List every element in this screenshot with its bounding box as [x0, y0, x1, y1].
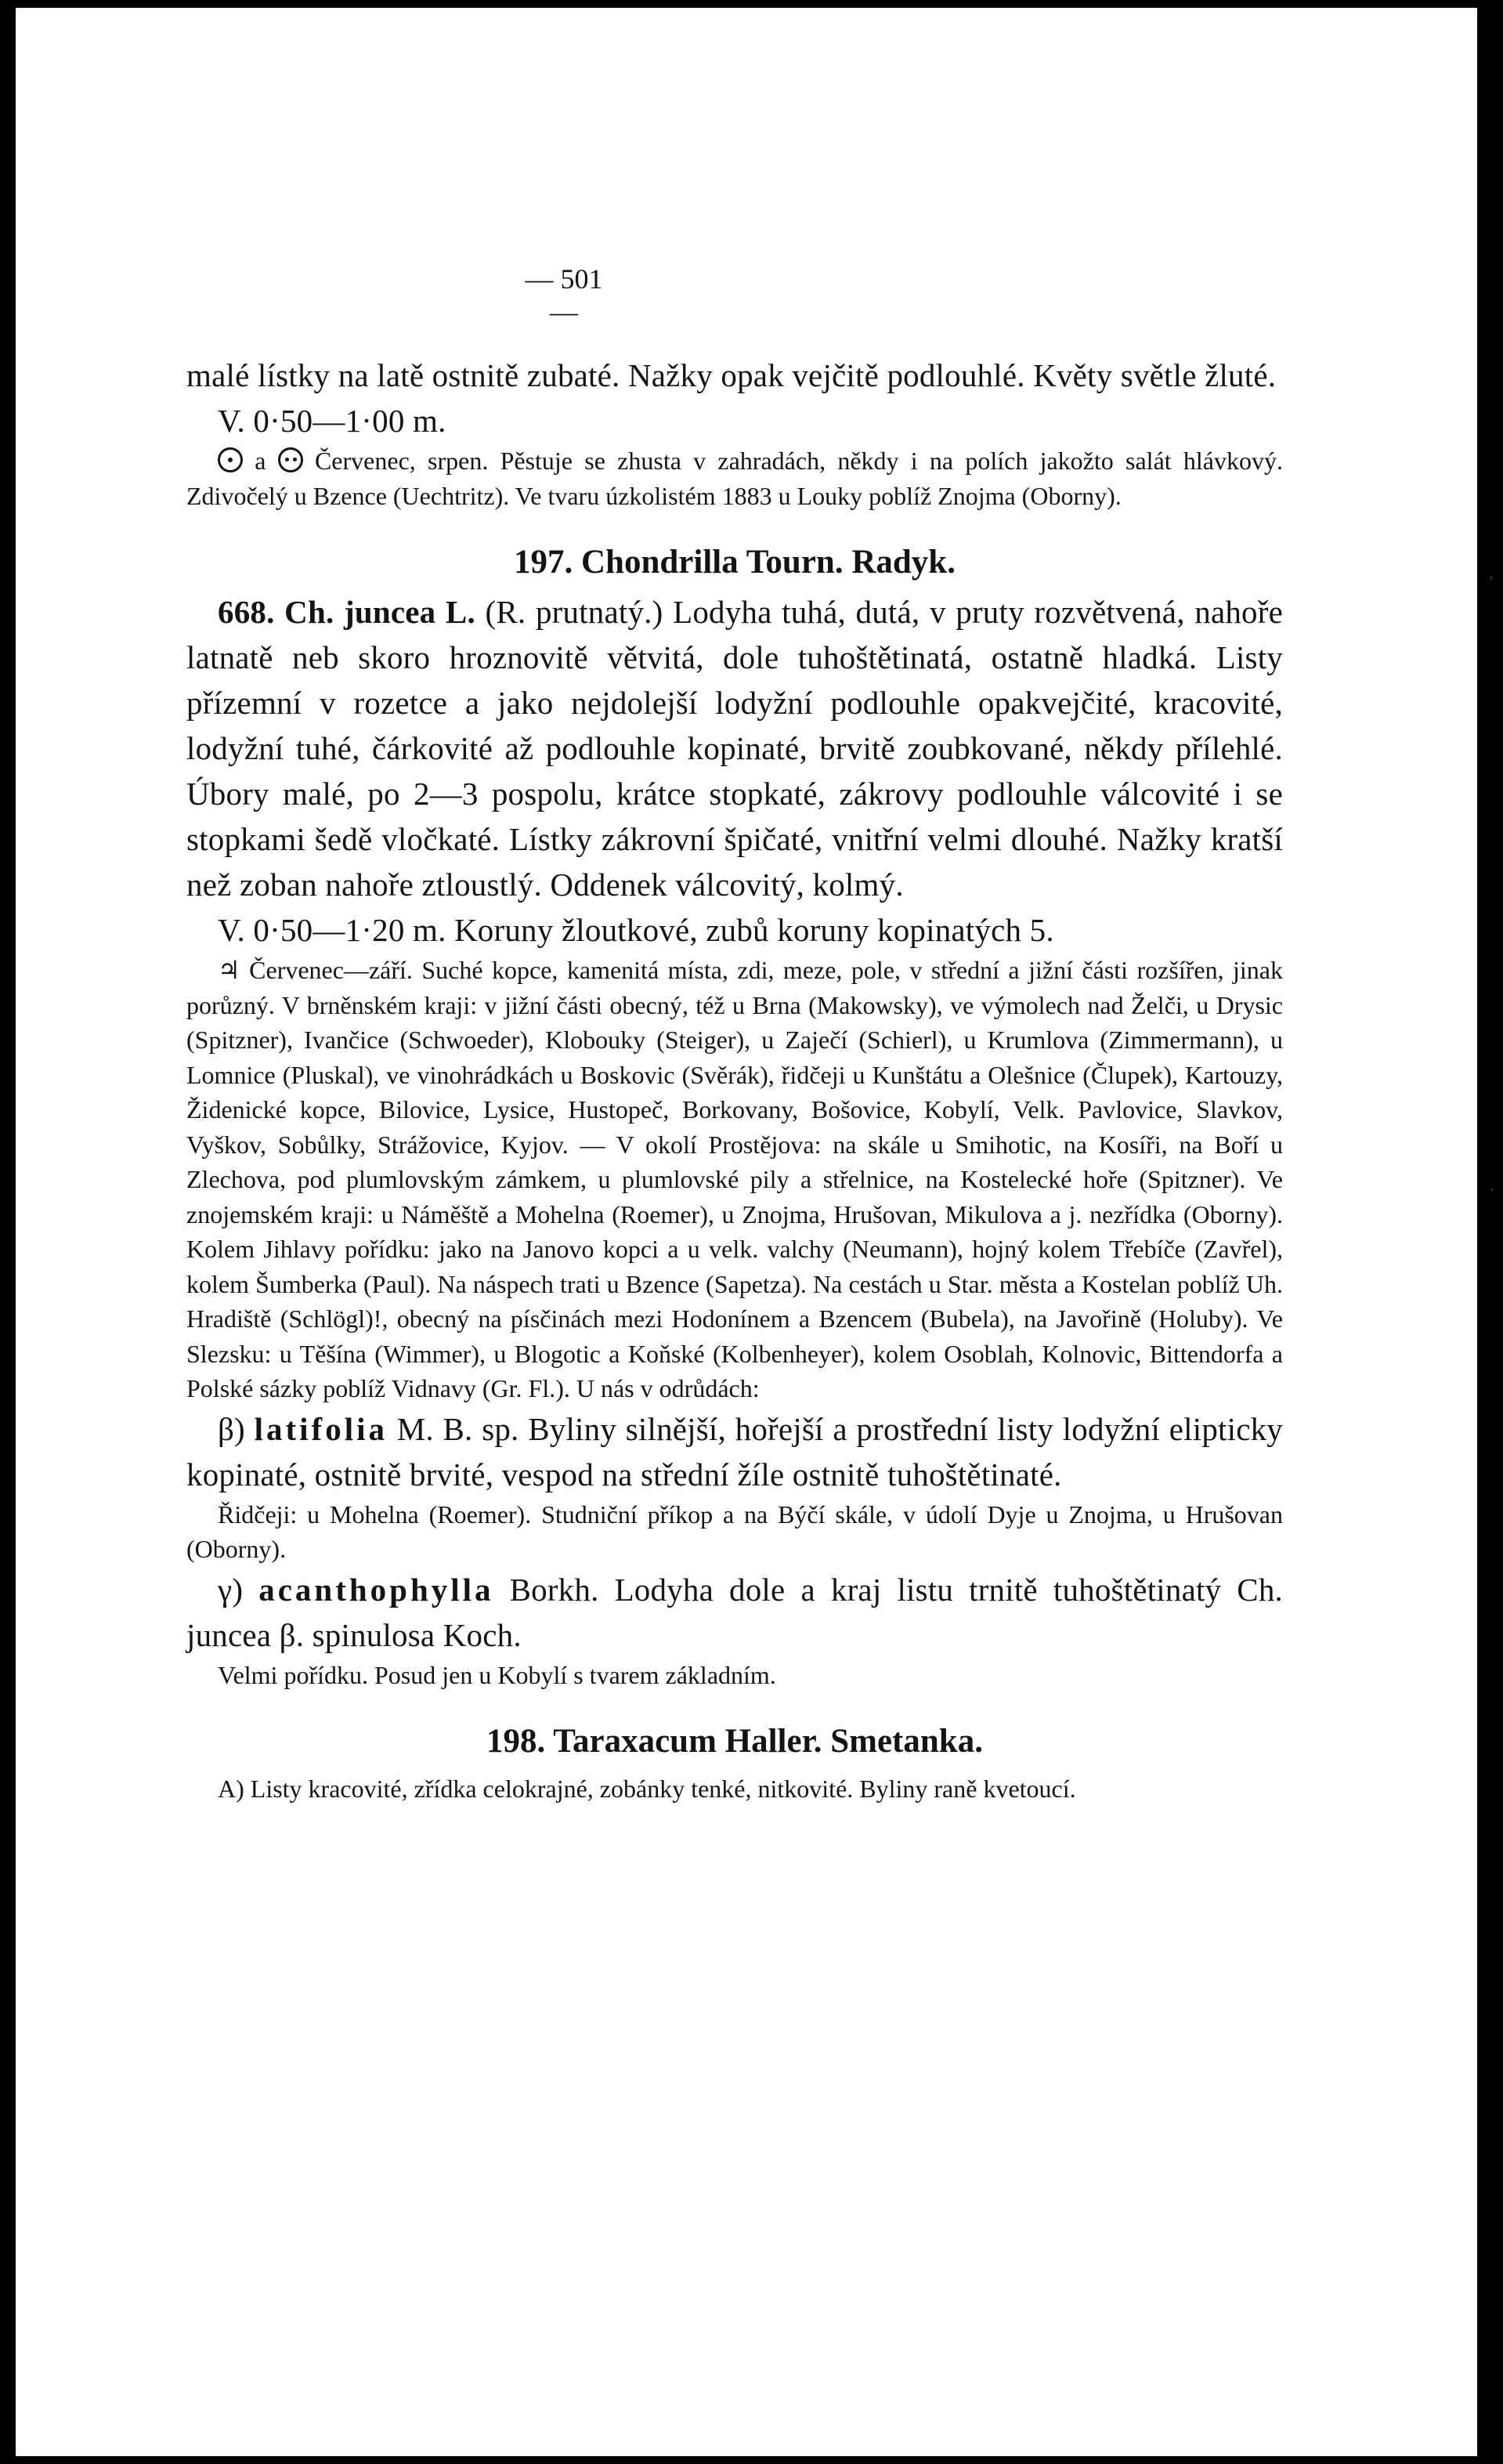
edge-mark-top: ': [1490, 572, 1493, 592]
page-number: — 501 —: [517, 262, 611, 328]
intro-size: V. 0·50—1·00 m.: [218, 403, 446, 439]
intro-paragraph: malé lístky na latě ostnitě zubaté. Nažky opak vejčitě podlouhlé. Květy světle žluté.: [186, 357, 1277, 393]
biennial-plant-icon: [278, 447, 303, 472]
genus-198-heading: 198. Taraxacum Haller. Smetanka.: [486, 1723, 983, 1760]
species-668-notes-text: Červenec—září. Suché kopce, kamenitá místa, zdi, meze, pole, v střední a jižní části rozšířen, jinak porůzný. V brněnském kraji: v jižní části obecný, též u Brna (Makowsky), ve výmolech nad Želči, u Drysic (Spitzner), Ivančice (Schwoeder), Klobouky (Steiger), u Zaječí (Schierl), u Krumlova (Zimmermann), u Lomnice (Pluskal), ve vinohrádkách u Boskovic (Svěrák), řidčeji u Kunštátu a Olešnice (Člupek), Kartouzy, Židenické kopce, Bilovice, Lysice, Hustopeč, Borkovany, Bošovice, Kobylí, Velk. Pavlovice, Slavkov, Vyškov, Sobůlky, Strážovice, Kyjov. — V okolí Prostějova: na skále u Smihotic, na Kosíři, na Boří u Zlechova, pod plumlovským zámkem, u plumlovské pily a střelnice, na Kostelecké hoře (Spitzner). Ve znojemském kraji: u Náměště a Mohelna (Roemer), u Znojma, Hrušovan, Mikulova a j. nezřídka (Oborny). Kolem Jihlavy pořídku: jako na Janovo kopci a u velk. valchy (Neumann), hojný kolem Třebíče (Zavřel), kolem Šumberka (Paul). Na náspech trati u Bzence (Sapetza). Na cestách u Star. města a Kostelan poblíž Uh. Hradiště (Schlögl)!, obecný na písčinách mezi Hodonínem a Bzencem (Bubela), na Javořině (Holuby). Ve Slezsku: u Těšína (Wimmer), u Blogotic a Koňské (Kolbenheyer), kolem Osoblah, Kolnovic, Bittendorfa a Polské sázky poblíž Vidnavy (Gr. Fl.). U nás v odrůdách:: [186, 956, 1284, 1402]
species-668-text: (R. prutnatý.) Lodyha tuhá, dutá, v pruty rozvětvená, nahoře latnatě neb skoro hroznovitě větvitá, dole tuhoštětinatá, ostatně hladká. Listy přízemní v rozetce a jako nejdolejší lodyžní podlouhle opakvejčité, kracovité, lodyžní tuhé, čárkovité až podlouhle kopinaté, brvitě zoubkované, někdy přílehlé. Úbory malé, po 2—3 pospolu, krátce stopkaté, zákrovy podlouhle válcovité i se stopkami šedě vločkaté. Lístky zákrovní špičaté, vnitřní velmi dlouhé. Nažky kratší než zoban nahoře ztloustlý. Oddenek válcovitý, kolmý.: [186, 594, 1283, 903]
genus-197-heading: 197. Chondrilla Tourn. Radyk.: [514, 544, 956, 581]
variety-gamma-notes: Velmi pořídku. Posud jen u Kobylí s tvarem základním.: [218, 1660, 776, 1689]
species-668-description: [186, 589, 1283, 907]
intro-notes-conjunction: a: [255, 447, 266, 475]
variety-beta-text: Byliny silnější, hořejší a prostřední listy lodyžní elipticky kopinaté, ostnitě brvité, vespod na střední žíle ostnitě tuhoštětinaté.: [186, 1410, 1284, 1493]
variety-gamma-text: Lodyha dole a kraj listu trnitě tuhoštětinatý Ch. juncea β. spinulosa Koch.: [186, 1571, 1283, 1653]
annual-plant-icon: [218, 447, 243, 472]
edge-mark-middle: .: [1490, 1175, 1494, 1195]
variety-beta: [186, 1406, 1283, 1497]
document-page: [16, 8, 1494, 2456]
variety-beta-author: M. B. sp.: [396, 1410, 519, 1447]
variety-gamma-mark: γ): [218, 1571, 244, 1608]
intro-notes: [186, 443, 1283, 513]
variety-beta-name: latifolia: [254, 1410, 388, 1447]
species-668-size: V. 0·50—1·20 m. Koruny žloutkové, zubů koruny kopinatých 5.: [218, 912, 1054, 948]
page-content: [186, 8, 1283, 1807]
variety-gamma-name: acanthophylla: [258, 1571, 494, 1608]
variety-beta-notes: Řidčeji: u Mohelna (Roemer). Studniční příkop a na Býčí skále, v údolí Dyje u Znojma, u Hrušovan (Oborny).: [186, 1500, 1283, 1563]
variety-beta-mark: β): [218, 1410, 245, 1447]
intro-notes-text: Červenec, srpen. Pěstuje se zhusta v zahradách, někdy i na polích jakožto salát hlávkový. Zdivočelý u Bzence (Uechtritz). Ve tvaru úzkolistém 1883 u Louky poblíž Znojma (Oborny).: [186, 447, 1284, 510]
species-668-name: 668. Ch. juncea L.: [218, 594, 475, 630]
perennial-symbol-icon: ♃: [218, 956, 240, 984]
section-a-text: A) Listy kracovité, zřídka celokrajné, zobánky tenké, nitkovité. Byliny raně kvetoucí.: [218, 1775, 1076, 1803]
variety-gamma-author: Borkh.: [509, 1571, 599, 1608]
species-668-notes: [186, 953, 1283, 1406]
variety-gamma: [186, 1567, 1283, 1658]
